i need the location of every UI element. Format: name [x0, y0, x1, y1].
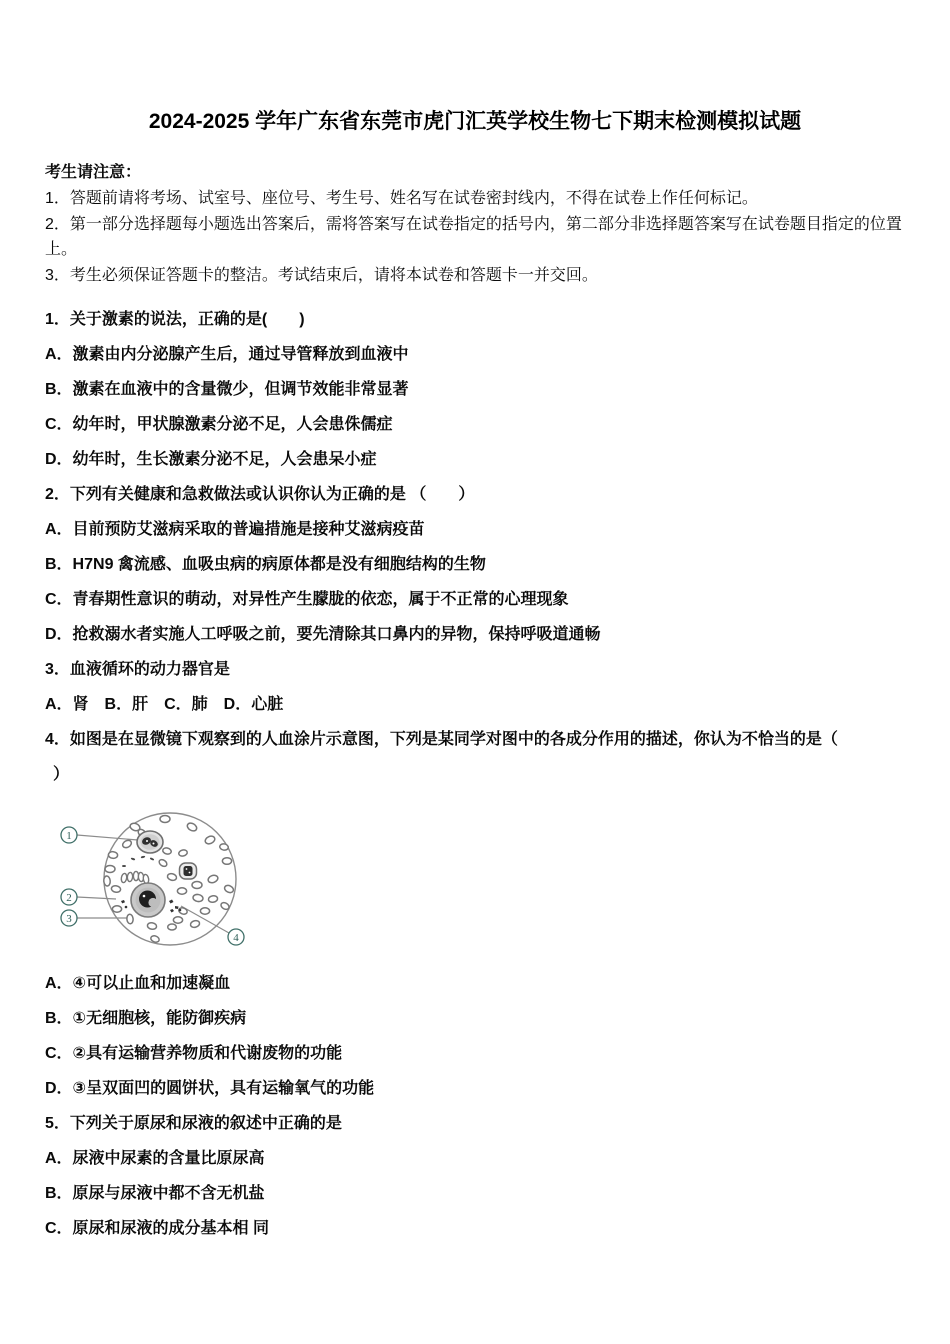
question-1-option-d: D．幼年时，生长激素分泌不足，人会患呆小症 — [45, 451, 377, 468]
question-4-option-c: C．②具有运输营养物质和代谢废物的功能 — [45, 1045, 343, 1062]
red-blood-cell — [112, 906, 121, 912]
question-4-option-b: B．①无细胞核，能防御疾病 — [45, 1010, 247, 1027]
red-blood-cell — [173, 917, 182, 923]
cell-mark — [122, 865, 126, 867]
notice-item-3: 3．考生必须保证答题卡的整洁。考试结束后，请将本试卷和答题卡一并交回。 — [45, 266, 598, 284]
label-number: 1 — [66, 829, 72, 842]
nucleus-glint — [146, 840, 148, 842]
question-2-option-b: B．H7N9 禽流感、血吸虫病的病原体都是没有细胞结构的生物 — [45, 556, 486, 573]
label-number: 2 — [66, 891, 72, 904]
notice-section — [45, 160, 905, 288]
figure-label-1 — [61, 827, 77, 843]
nucleus-glint — [143, 895, 146, 898]
exam-title: 2024-2025 学年广东省东莞市虎门汇英学校生物七下期末检测模拟试题 — [148, 110, 802, 133]
question-5-option-a: A．尿液中尿素的含量比原尿高 — [45, 1150, 265, 1167]
question-4-option-a: A．④可以止血和加速凝血 — [45, 975, 231, 992]
notice-heading: 考生请注意： — [45, 164, 142, 181]
questions-section — [45, 302, 905, 1246]
figure-label-2 — [61, 889, 77, 905]
question-1-option-c: C．幼年时，甲状腺激素分泌不足，人会患侏儒症 — [45, 416, 393, 433]
question-1-option-a: A．激素由内分泌腺产生后，通过导管释放到血液中 — [45, 346, 409, 363]
red-blood-cell — [108, 851, 118, 858]
question-3-stem: 3．血液循环的动力器官是 — [45, 661, 230, 678]
platelet — [175, 906, 179, 909]
red-blood-cell — [105, 866, 115, 873]
white-blood-cell-top — [137, 831, 163, 853]
label-number: 4 — [233, 931, 239, 944]
platelet — [179, 909, 182, 912]
figure-container — [50, 802, 905, 960]
question-3-options-inline: A．肾 B．肝 C．肺 D．心脏 — [45, 696, 284, 713]
red-blood-cell — [177, 888, 186, 894]
white-blood-cell-bottom — [131, 883, 165, 917]
question-5-stem: 5．下列关于原尿和尿液的叙述中正确的是 — [45, 1115, 342, 1132]
notice-item-2: 2．第一部分选择题每小题选出答案后，需将答案写在试卷指定的括号内，第二部分非选择题答案写在试卷题目指定的位置上。 — [45, 215, 902, 258]
blood-smear-figure — [50, 802, 320, 960]
red-blood-cell — [192, 882, 202, 889]
red-blood-cell — [222, 858, 231, 865]
question-4-stem-close: ） — [53, 766, 70, 783]
platelet — [125, 906, 128, 909]
question-2-stem: 2．下列有关健康和急救做法或认识你认为正确的是 （ ） — [45, 486, 475, 503]
question-5-option-b: B．原尿与尿液中都不含无机盐 — [45, 1185, 265, 1202]
red-blood-cell — [160, 816, 170, 823]
cell-nucleus — [184, 866, 193, 876]
nucleus-glint — [186, 868, 188, 870]
question-1-stem: 1．关于激素的说法，正确的是( ) — [45, 311, 305, 328]
nucleus-glint — [189, 872, 191, 874]
notice-item-1: 1．答题前请将考场、试室号、座位号、考生号、姓名写在试卷密封线内，不得在试卷上作任何标记。 — [45, 190, 758, 207]
figure-label-3 — [61, 910, 77, 926]
figure-label-4 — [228, 929, 244, 945]
red-blood-cell — [219, 843, 229, 851]
red-blood-cell — [200, 908, 209, 914]
question-5-option-c: C．原尿和尿液的成分基本相 同 — [45, 1220, 270, 1237]
red-blood-cell — [103, 876, 110, 887]
question-4-stem: 4．如图是在显微镜下观察到的人血涂片示意图，下列是某同学对图中的各成分作用的描述，你认为不恰当的是（ — [45, 731, 838, 748]
nucleated-cell-right — [180, 863, 197, 879]
nucleus-bite — [148, 898, 157, 907]
question-4-option-d: D．③呈双面凹的圆饼状，具有运输氧气的功能 — [45, 1080, 375, 1097]
question-2-option-d: D．抢救溺水者实施人工呼吸之前，要先清除其口鼻内的异物，保持呼吸道通畅 — [45, 626, 601, 643]
question-2-option-c: C．青春期性意识的萌动，对异性产生朦胧的依恋，属于不正常的心理现象 — [45, 591, 569, 608]
label-number: 3 — [66, 912, 72, 925]
question-1-option-b: B．激素在血液中的含量微少，但调节效能非常显著 — [45, 381, 409, 398]
question-2-option-a: A．目前预防艾滋病采取的普遍措施是接种艾滋病疫苗 — [45, 521, 425, 538]
red-blood-cell — [127, 872, 133, 882]
nucleus-glint — [153, 843, 155, 845]
red-blood-cell — [126, 914, 133, 924]
red-blood-cell — [168, 924, 177, 930]
